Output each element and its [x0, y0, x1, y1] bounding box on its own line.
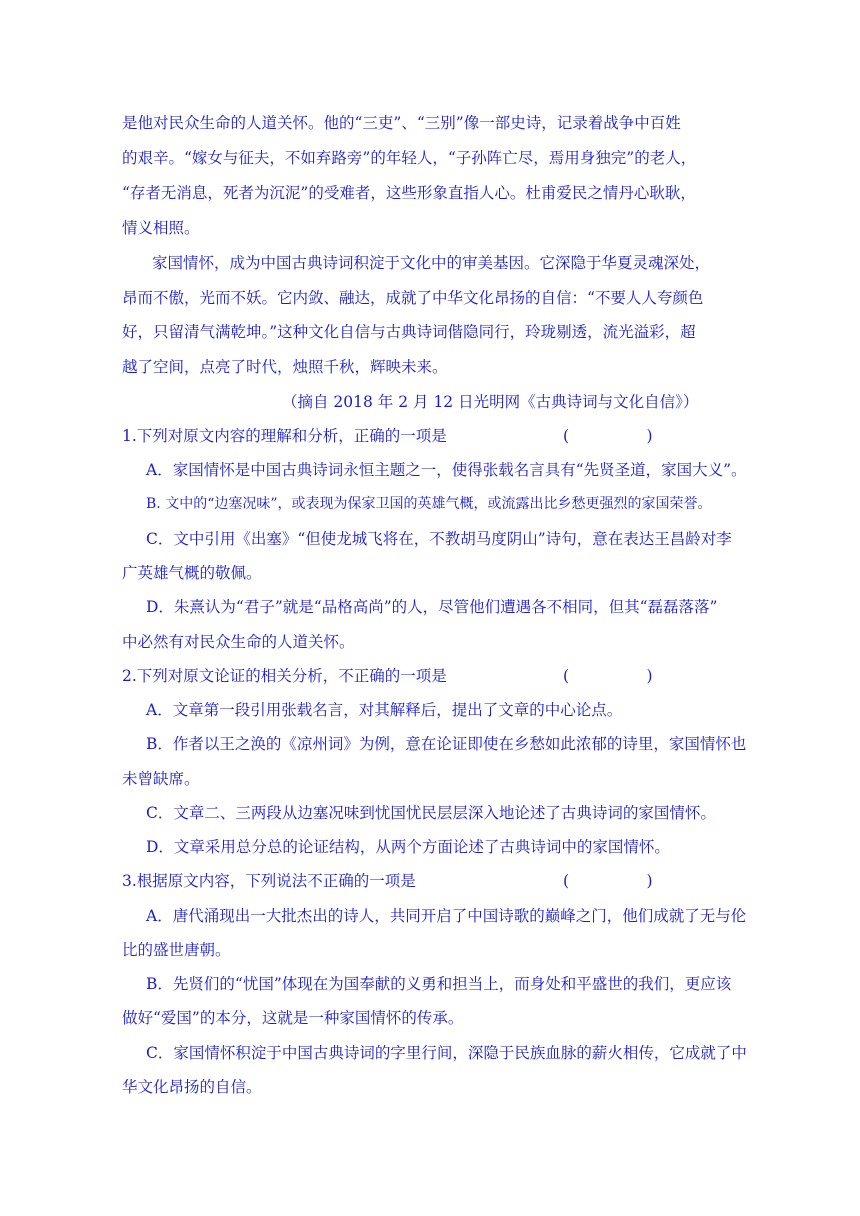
question-2-option-d: D．文章采用总分总的论证结构，从两个方面论述了古典诗词中的家国情怀。: [146, 838, 670, 856]
question-3-option-c-cont: 华文化昂扬的自信。: [122, 1078, 262, 1096]
source-citation: （摘自 2018 年 2 月 12 日光明网《古典诗词与文化自信》）: [282, 393, 699, 411]
question-1-option-b: B. 文中的“边塞况味”，或表现为保家卫国的英雄气概，或流露出比乡愁更强烈的家国荣誉。: [146, 496, 712, 512]
question-2-stem: 2.下列对原文论证的相关分析，不正确的一项是: [122, 667, 447, 685]
paragraph-line: 是他对民众生命的人道关怀。他的“三吏”、“三别”像一部史诗，记录着战争中百姓: [122, 114, 681, 132]
paragraph-line: “存者无消息，死者为沉泥”的受难者，这些形象直指人心。杜甫爱民之情丹心耿耿，: [122, 184, 696, 202]
paragraph-line: 昂而不傲，光而不妖。它内敛、融达，成就了中华文化昂扬的自信：“不要人人夸颜色: [122, 289, 704, 307]
question-3-option-a-cont: 比的盛世唐朝。: [122, 941, 231, 959]
paragraph-line: 越了空间，点亮了时代，烛照千秋，辉映未来。: [122, 358, 448, 376]
question-3-stem: 3.根据原文内容，下列说法不正确的一项是: [122, 872, 416, 890]
paragraph-line: 好，只留清气满乾坤。”这种文化自信与古典诗词偕隐同行，玲珑剔透，流光溢彩，超: [122, 323, 696, 341]
question-1-option-c-cont: 广英雄气概的敬佩。: [122, 564, 262, 582]
question-2-option-c: C．文章二、三两段从边塞况味到忧国忧民层层深入地论述了古典诗词的家国情怀。: [146, 804, 716, 822]
question-1-option-a: A．家国情怀是中国古典诗词永恒主题之一，使得张载名言具有“先贤圣道，家国大义”。: [146, 461, 747, 479]
answer-blank-3: ( ): [563, 872, 653, 890]
question-2-option-a: A．文章第一段引用张载名言，对其解释后，提出了文章的中心论点。: [146, 701, 623, 719]
question-2-option-b-cont: 未曾缺席。: [122, 770, 200, 788]
question-1-option-d-cont: 中必然有对民众生命的人道关怀。: [122, 633, 355, 651]
paragraph-line: 的艰辛。“嫁女与征夫，不如弃路旁”的年轻人，“子孙阵亡尽，焉用身独完”的老人，: [122, 149, 697, 167]
answer-blank-1: ( ): [563, 427, 653, 445]
question-2-option-b: B．作者以王之涣的《凉州词》为例，意在论证即使在乡愁如此浓郁的诗里，家国情怀也: [146, 735, 747, 753]
paragraph-line: 家国情怀，成为中国古典诗词积淀于文化中的审美基因。它深隐于华夏灵魂深处，: [152, 254, 711, 272]
question-1-option-c: C．文中引用《出塞》“但使龙城飞将在，不教胡马度阴山”诗句，意在表达王昌龄对李: [146, 530, 732, 548]
question-1-option-d: D．朱熹认为“君子”就是“品格高尚”的人，尽管他们遭遇各不相同，但其“磊磊落落”: [146, 598, 718, 616]
question-1-stem: 1.下列对原文内容的理解和分析，正确的一项是: [122, 427, 447, 445]
question-3-option-c: C．家国情怀积淀于中国古典诗词的字里行间，深隐于民族血脉的薪火相传，它成就了中: [146, 1044, 747, 1062]
question-3-option-b-cont: 做好“爱国”的本分，这就是一种家国情怀的传承。: [122, 1009, 464, 1027]
question-3-option-a: A．唐代涌现出一大批杰出的诗人，共同开启了中国诗歌的巅峰之门，他们成就了无与伦: [146, 907, 747, 925]
paragraph-line: 情义相照。: [122, 219, 200, 237]
question-3-option-b: B．先贤们的“忧国”体现在为国奉献的义勇和担当上，而身处和平盛世的我们，更应该: [146, 975, 732, 993]
answer-blank-2: ( ): [563, 667, 653, 685]
